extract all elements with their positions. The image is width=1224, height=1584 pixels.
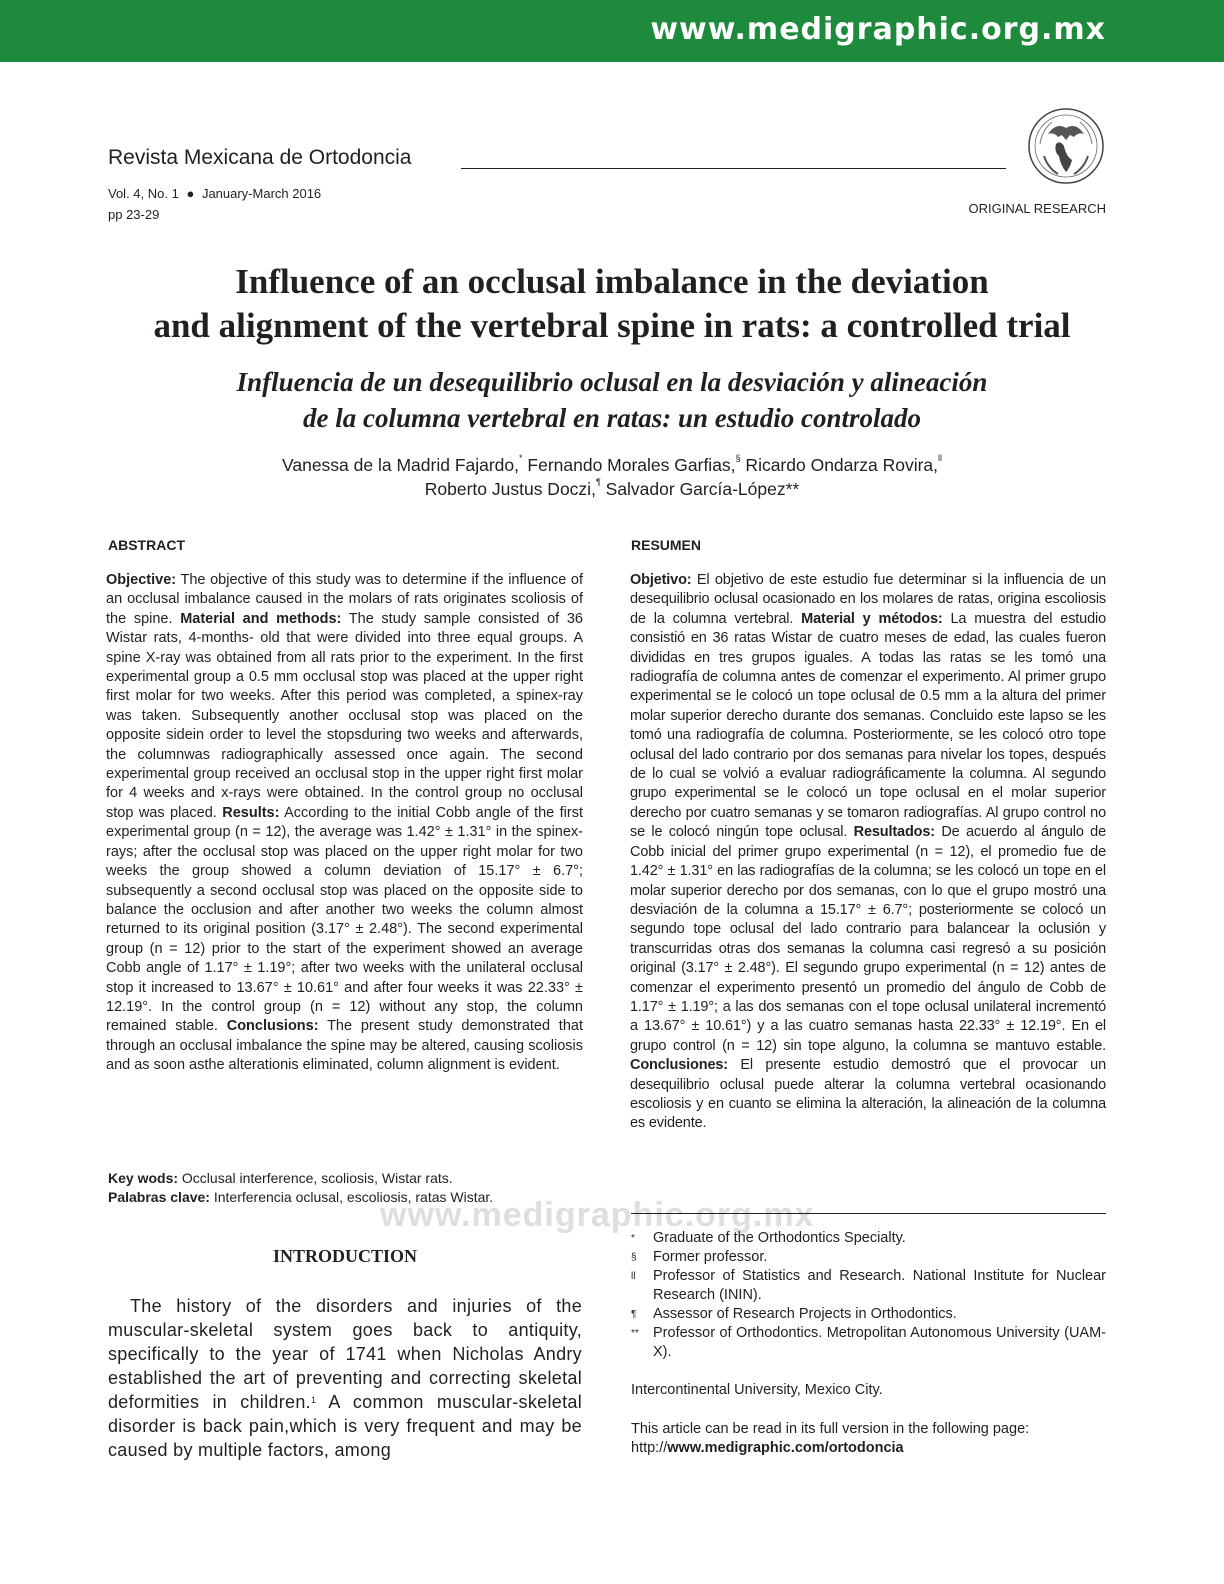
author-3: Ricardo Ondarza Rovira,	[740, 455, 939, 475]
intro-text-1: The history of the disorders and injuries of the muscular-skeletal system goes back to antiquity, specifically to the year of 1741 when Nicholas Andry established the art of preventing and correcting skeletal deformities in children.	[108, 1296, 582, 1412]
footnote-mark: §	[631, 1252, 637, 1263]
resumen-objective-label: Objetivo:	[630, 572, 692, 588]
footnote-item	[631, 1267, 1106, 1305]
intro-ref: 1	[310, 1395, 317, 1405]
journal-rule	[461, 168, 1006, 169]
resumen-conclusions: El presente estudio demostró que el provocar un desequilibrio oclusal puede alterar la columna vertebral ocasionando escoliosis y en cuanto se elimina la alteración, la alineación de la columna es evidente.	[630, 1057, 1106, 1132]
abstract-heading: ABSTRACT	[108, 537, 185, 553]
volume-info	[108, 186, 321, 201]
issue-date: January-March 2016	[201, 186, 322, 201]
abstract-body	[106, 571, 583, 1076]
footnote-item	[631, 1305, 1106, 1324]
banner-url[interactable]: www.medigraphic.org.mx	[650, 12, 1106, 47]
authors-line2	[60, 479, 1164, 500]
footnote-item	[631, 1324, 1106, 1362]
author-3-mark: ll	[938, 453, 943, 463]
introduction-body	[108, 1294, 582, 1462]
resumen-results: De acuerdo al ángulo de Cobb inicial del primer grupo experimental (n = 12), el promedio fue de 1.42° ± 1.31° en las radiografías de la columna; se les colocó un tope en el molar superior derecho por dos semanas, con lo que el grupo mostró una desviación de la columna a 15.17° ± 6.7°; posteriormente se colocó un segundo tope oclusal del lado contrario para balancear la oclusión y transcurridas otras dos semanas la columna casi regresó a su posición original (3.17° ± 2.48°). El segundo grupo experimental (n = 12) antes de comenzar el experimento presentó un promedio del ángulo de Cobb de 1.17° ± 1.19°; a las dos semanas con el tope oclusal unilateral incrementó a 13.67° ± 10.61°) y a las cuatro semanas hasta 22.33° ± 12.19°. En el grupo control (n = 12) sin tope alguno, la columna se mantuvo estable.	[630, 824, 1106, 1054]
link-url[interactable]: www.medigraphic.com/ortodoncia	[667, 1440, 904, 1456]
resumen-body	[630, 571, 1106, 1134]
abstract-objective: The objective of this study was to determine if the influence of an occlusal imbalance caused in the molars of rats originates scoliosis of the spine.	[106, 572, 583, 627]
title-es-line1: Influencia de un desequilibrio oclusal en la desviación y alineación	[236, 367, 988, 397]
abstract-results-label: Results:	[222, 804, 280, 821]
full-version-link[interactable]	[631, 1439, 1106, 1458]
keywords-en-text: Occlusal interference, scoliosis, Wistar rats.	[178, 1170, 453, 1186]
resumen-results-label: Resultados:	[853, 824, 935, 841]
abstract-conclusions: The present study demonstrated that through an occlusal imbalance the spine may be altered, causing scoliosis and as soon asthe alterationis eliminated, column alignment is evident.	[106, 1018, 583, 1074]
bullet-icon: ●	[186, 186, 195, 201]
authors-line1	[60, 455, 1164, 476]
footnote-text: Professor of Statistics and Research. National Institute for Nuclear Research (ININ).	[653, 1268, 1106, 1303]
author-4-mark: ¶	[595, 477, 601, 487]
resumen-methods-label: Material y métodos:	[801, 610, 943, 627]
resumen-heading: RESUMEN	[631, 537, 702, 553]
abstract-results: According to the initial Cobb angle of the first experimental group (n = 12), the average was 1.42° ± 1.31° in the spinex-rays; after the occlusal stop was placed on the upper right molar for two weeks the group showed a column deviation of 15.17° ± 6.7°; subsequently a second occlusal stop was placed on the opposite side to balance the occlusion and after another two weeks the column almost returned to its original position (3.17° ± 2.48°). The second experimental group (n = 12) prior to the start of the experiment showed an average Cobb angle of 1.17° ± 1.19°; after two weeks with the unilateral occlusal stop it increased to 13.67° ± 10.61° and after four weeks it was 22.33° ± 12.19°. In the control group (n = 12) without any stop, the column remained stable.	[106, 804, 583, 1035]
author-1: Vanessa de la Madrid Fajardo,	[281, 455, 520, 475]
title-en-line2: and alignment of the vertebral spine in rats: a controlled trial	[153, 306, 1071, 345]
resumen-conclusions-label: Conclusiones:	[630, 1057, 728, 1074]
top-banner	[0, 0, 1224, 62]
resumen-objective: El objetivo de este estudio fue determinar si la influencia de un desequilibrio oclusal ocasionado en los molares de ratas, origina escoliosis de la columna vertebral.	[630, 572, 1106, 627]
full-version-text: This article can be read in its full version in the following page:	[631, 1421, 1030, 1437]
footnote-mark: ll	[631, 1271, 636, 1282]
volume: Vol. 4, No. 1	[108, 186, 179, 201]
abstract-methods: The study sample consisted of 36 Wistar rats, 4-months- old that were divided into three equal groups. A spine X-ray was obtained from all rats prior to the experiment. In the first experimental group a 0.5 mm occlusal stop was placed at the upper right first molar for two weeks. After this period was completed, a spinex-ray was taken. Subsequently another occlusal stop was placed on the opposite sidein order to level the stopsduring two weeks and afterwards, the columnwas radiographically assessed once again. The second experimental group received an occlusal stop in the upper right first molar for 4 weeks and x-rays were obtained. In the control group no occlusal stop was placed.	[106, 610, 583, 821]
journal-name: Revista Mexicana de Ortodoncia	[108, 146, 412, 169]
footnote-mark: *	[631, 1233, 635, 1244]
author-4: Roberto Justus Doczi,	[424, 479, 596, 499]
unam-seal-logo	[1026, 104, 1106, 190]
keywords-es-label: Palabras clave:	[108, 1189, 210, 1205]
footnote-rule	[631, 1213, 1106, 1214]
abstract-conclusions-label: Conclusions:	[226, 1018, 319, 1035]
introduction-heading: INTRODUCTION	[272, 1246, 418, 1266]
abstract-methods-label: Material and methods:	[180, 610, 342, 627]
full-version-note	[631, 1420, 1106, 1458]
keywords-en-label: Key wods:	[108, 1170, 179, 1186]
author-2-mark: §	[735, 453, 741, 463]
link-prefix: http://	[631, 1440, 668, 1456]
footnote-text: Professor of Orthodontics. Metropolitan Autonomous University (UAM-X).	[653, 1325, 1106, 1360]
author-1-mark: *	[519, 453, 523, 463]
resumen-methods: La muestra del estudio consistió en 36 ratas Wistar de cuatro meses de edad, las cuales fueron divididas en tres grupos iguales. A todas las ratas se les tomó una radiografía de columna antes de comenzar el experimento. Al primer grupo experimental se le colocó un tope oclusal de 0.5 mm a la altura del primer molar superior derecho durante dos semanas. Concluido este lapso se les tomó una radiografía de columna. Posteriormente, se les colocó otro tope oclusal del lado contrario por dos semanas para nivelar los topes, después de lo cual se volvió a evaluar radiográficamente la columna. Al segundo grupo experimental se le colocó un tope oclusal en el molar superior derecho por cuatro semanas y se tomaron radiografías. Al grupo control no se le colocó ningún tope oclusal.	[630, 610, 1106, 841]
footnote-item	[631, 1248, 1106, 1267]
page-range: pp 23-29	[108, 207, 160, 222]
author-5: Salvador García-López**	[600, 479, 800, 499]
footnote-text: Assessor of Research Projects in Orthodontics.	[653, 1306, 957, 1322]
watermark: www.medigraphic.org.mx	[380, 1196, 815, 1234]
section-type: ORIGINAL RESEARCH	[968, 201, 1106, 216]
footnote-text: Graduate of the Orthodontics Specialty.	[653, 1230, 906, 1246]
author-2: Fernando Morales Garfias,	[522, 455, 736, 475]
abstract-objective-label: Objective:	[106, 572, 177, 588]
keywords-es-text: Interferencia oclusal, escoliosis, ratas Wistar.	[209, 1189, 494, 1205]
title-en-line1: Influence of an occlusal imbalance in the deviation	[235, 262, 989, 301]
intro-text-2: A common muscular-skeletal disorder is back pain,which is very frequent and may be caused by multiple factors, among	[108, 1392, 582, 1460]
keywords-en	[108, 1169, 453, 1188]
footnote-text: Former professor.	[653, 1249, 768, 1265]
footnote-mark: ¶	[631, 1309, 637, 1320]
footnote-item	[631, 1229, 1106, 1248]
title-es-line2: de la columna vertebral en ratas: un estudio controlado	[302, 403, 922, 433]
affiliation: Intercontinental University, Mexico City.	[631, 1382, 883, 1398]
footnote-mark: **	[631, 1328, 639, 1339]
